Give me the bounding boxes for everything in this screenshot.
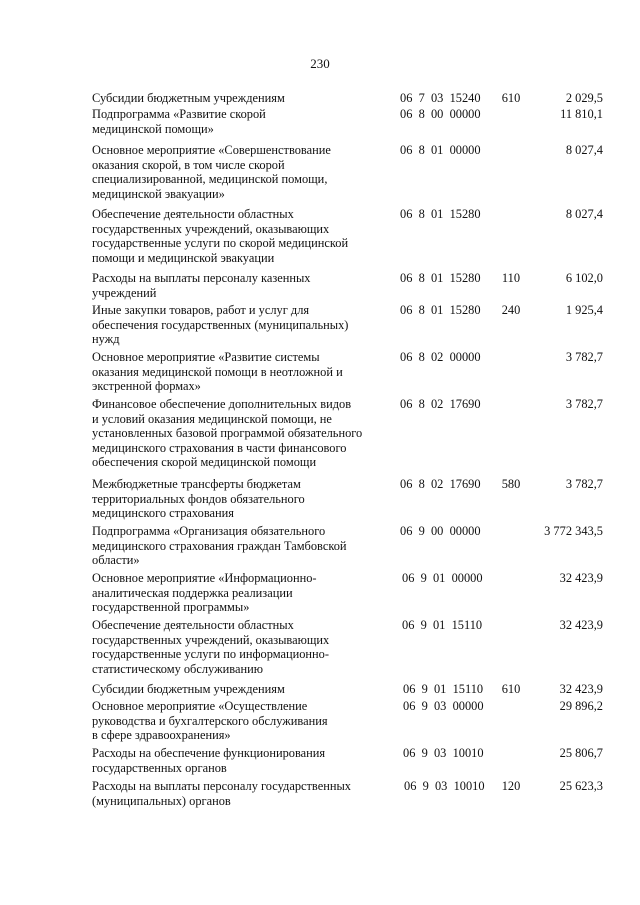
row-amount: 2 029,5: [565, 91, 603, 105]
row-amount: 3 772 343,5: [544, 524, 603, 538]
row-code: 06 7 03 15240: [400, 91, 481, 105]
row-name: Расходы на обеспечение функционирования государственных органов: [92, 746, 326, 775]
row-amount: 3 782,7: [565, 350, 603, 364]
row-expense-type: 110: [501, 271, 521, 285]
row-amount: 32 423,9: [559, 571, 603, 585]
row-amount: 25 623,3: [559, 779, 603, 793]
row-amount: 3 782,7: [565, 397, 603, 411]
row-name: Подпрограмма «Развитие скорой медицинской помощи»: [92, 107, 266, 136]
table-row: [0, 397, 640, 477]
row-expense-type: 610: [501, 91, 521, 105]
row-name: Основное мероприятие «Информационно- аналитическая поддержка реализации государственной программы»: [92, 571, 317, 615]
row-amount: 32 423,9: [559, 618, 603, 632]
row-code: 06 8 01 15280: [400, 271, 481, 285]
row-name: Обеспечение деятельности областных государственных учреждений, оказывающих государственные услуги по скорой медицинской помощи и медицинской эвакуации: [92, 207, 349, 265]
row-name: Субсидии бюджетным учреждениям: [92, 682, 285, 696]
table-row: [0, 779, 640, 809]
row-amount: 6 102,0: [565, 271, 603, 285]
row-code: 06 9 01 15110: [403, 682, 484, 696]
row-amount: 25 806,7: [559, 746, 603, 760]
row-code: 06 8 01 00000: [400, 143, 481, 157]
table-row: [0, 91, 640, 107]
page-number: 230: [310, 56, 330, 71]
row-expense-type: 610: [501, 682, 521, 696]
table-row: [0, 143, 640, 207]
row-code: 06 9 01 15110: [402, 618, 483, 632]
row-code: 06 9 01 00000: [402, 571, 483, 585]
table-row: [0, 699, 640, 746]
row-code: 06 8 01 15280: [400, 207, 481, 221]
row-name: Межбюджетные трансферты бюджетам территориальных фондов обязательного медицинского страхования: [92, 477, 305, 521]
row-name: Основное мероприятие «Осуществление руководства и бухгалтерского обслуживания в сфере здравоохранения»: [92, 699, 328, 743]
row-amount: 8 027,4: [565, 207, 603, 221]
row-name: Иные закупки товаров, работ и услуг для обеспечения государственных (муниципальных) нужд: [92, 303, 349, 347]
table-row: [0, 618, 640, 682]
row-amount: 1 925,4: [565, 303, 603, 317]
row-amount: 3 782,7: [565, 477, 603, 491]
row-code: 06 8 02 17690: [400, 477, 481, 491]
table-row: [0, 524, 640, 571]
row-name: Подпрограмма «Организация обязательного медицинского страхования граждан Тамбовской области»: [92, 524, 347, 568]
row-name: Обеспечение деятельности областных государственных учреждений, оказывающих государственные услуги по информационно- статистическому обслуживанию: [92, 618, 330, 676]
row-name: Субсидии бюджетным учреждениям: [92, 91, 285, 105]
row-name: Основное мероприятие «Развитие системы оказания медицинской помощи в неотложной и экстренной формах»: [92, 350, 343, 394]
row-code: 06 8 02 17690: [400, 397, 481, 411]
row-expense-type: 120: [501, 779, 521, 793]
row-amount: 8 027,4: [565, 143, 603, 157]
table-row: [0, 571, 640, 618]
row-amount: 32 423,9: [559, 682, 603, 696]
row-name: Финансовое обеспечение дополнительных видов и условий оказания медицинской помощи, не установленных базовой программой обязательного медицинского страхования в части финансового обеспечения скорой медицинской помощи: [92, 397, 363, 470]
table-row: [0, 746, 640, 779]
table-row: [0, 107, 640, 143]
row-name: Расходы на выплаты персоналу государственных (муниципальных) органов: [92, 779, 351, 808]
table-row: [0, 682, 640, 699]
table-row: [0, 477, 640, 524]
row-name: Основное мероприятие «Совершенствование оказания скорой, в том числе скорой специализированной, медицинской помощи, медицинской эвакуации»: [92, 143, 331, 201]
row-amount: 29 896,2: [559, 699, 603, 713]
budget-table: [0, 91, 640, 809]
row-amount: 11 810,1: [560, 107, 603, 121]
table-row: [0, 350, 640, 397]
row-code: 06 9 03 10010: [403, 746, 484, 760]
row-code: 06 8 00 00000: [400, 107, 481, 121]
table-row: [0, 303, 640, 350]
row-code: 06 8 02 00000: [400, 350, 481, 364]
row-code: 06 9 03 00000: [403, 699, 484, 713]
row-expense-type: 580: [501, 477, 521, 491]
table-row: [0, 207, 640, 271]
row-code: 06 9 03 10010: [404, 779, 485, 793]
table-row: [0, 271, 640, 303]
row-code: 06 8 01 15280: [400, 303, 481, 317]
row-code: 06 9 00 00000: [400, 524, 481, 538]
row-name: Расходы на выплаты персоналу казенных учреждений: [92, 271, 311, 300]
row-expense-type: 240: [501, 303, 521, 317]
